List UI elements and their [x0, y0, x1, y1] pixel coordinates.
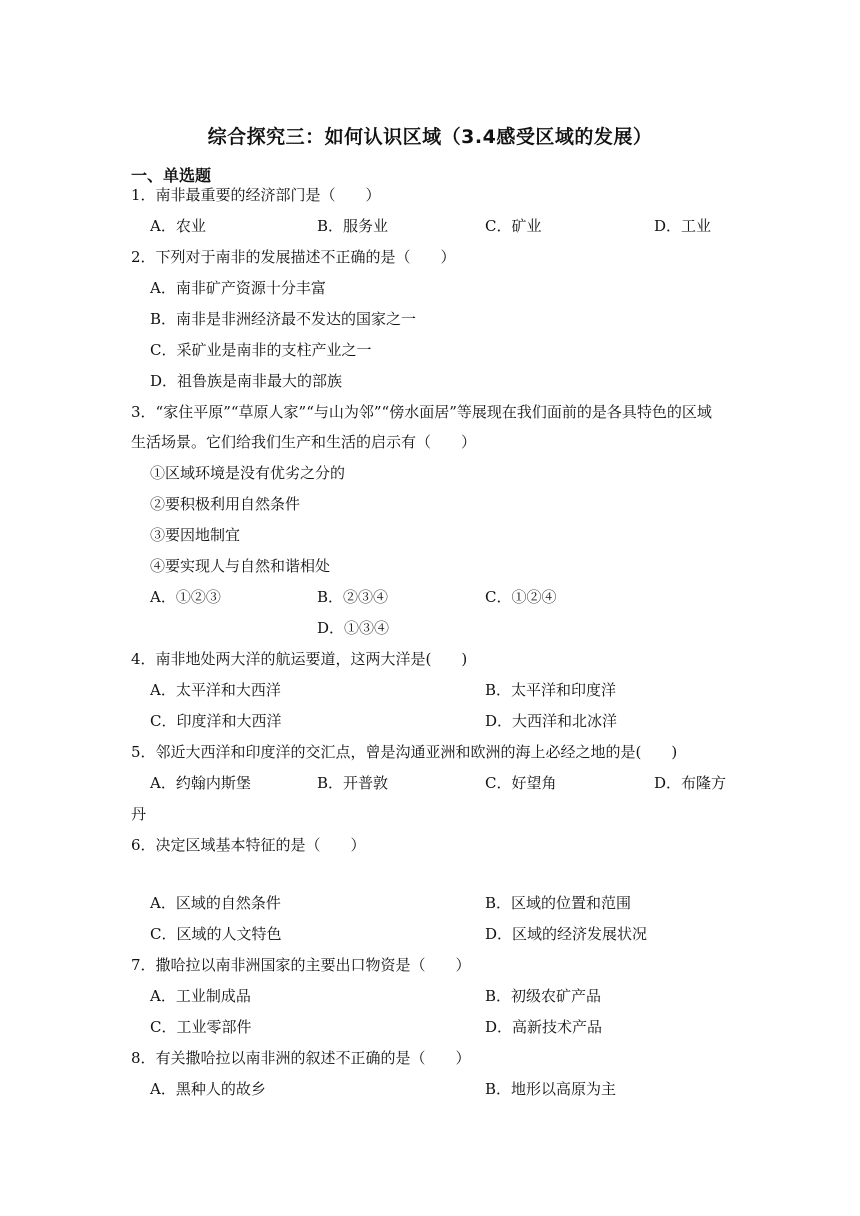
question-7-option-c: C．工业零部件 — [150, 1018, 252, 1036]
question-7-stem: 7．撒哈拉以南非洲国家的主要出口物资是（ ） — [131, 956, 471, 974]
question-1-option-d: D．工业 — [654, 217, 712, 235]
question-3-option-c: C．①②④ — [485, 588, 557, 606]
question-2-stem: 2．下列对于南非的发展描述不正确的是（ ） — [131, 248, 456, 266]
question-3-stem-line-2: 生活场景。它们给我们生产和生活的启示有（ ） — [131, 433, 477, 451]
question-5-option-c: C．好望角 — [485, 774, 557, 792]
question-8-stem: 8．有关撒哈拉以南非洲的叙述不正确的是（ ） — [131, 1049, 471, 1067]
question-1-stem: 1．南非最重要的经济部门是（ ） — [131, 186, 381, 204]
question-7-option-a: A．工业制成品 — [150, 987, 251, 1005]
question-2-option-d: D．祖鲁族是南非最大的部族 — [150, 372, 343, 390]
question-3-option-b: B．②③④ — [317, 588, 389, 606]
question-5-option-a: A．约翰内斯堡 — [150, 774, 251, 792]
question-3-statement-2: ②要积极利用自然条件 — [150, 495, 301, 513]
question-3-statement-1: ①区域环境是没有优劣之分的 — [150, 464, 346, 482]
question-4-stem: 4．南非地处两大洋的航运要道，这两大洋是( ) — [131, 650, 468, 668]
question-6-option-c: C．区域的人文特色 — [150, 925, 282, 943]
section-heading: 一、单选题 — [131, 166, 212, 185]
question-6-option-b: B．区域的位置和范围 — [485, 894, 632, 912]
question-5-option-b: B．开普敦 — [317, 774, 389, 792]
question-3-option-d: D．①③④ — [317, 619, 390, 637]
question-4-option-a: A．太平洋和大西洋 — [150, 681, 281, 699]
question-6-option-a: A．区域的自然条件 — [150, 894, 281, 912]
question-1-option-b: B．服务业 — [317, 217, 389, 235]
question-3-statement-4: ④要实现人与自然和谐相处 — [150, 557, 331, 575]
question-3-stem-line-1: 3．“家住平原”“草原人家”“与山为邻”“傍水面居”等展现在我们面前的是各具特色的区域 — [131, 403, 712, 421]
question-7-option-d: D．高新技术产品 — [485, 1018, 603, 1036]
question-8-option-b: B．地形以高原为主 — [485, 1080, 617, 1098]
page-title: 综合探究三：如何认识区域（3.4感受区域的发展） — [207, 126, 653, 148]
question-6-option-d: D．区域的经济发展状况 — [485, 925, 648, 943]
question-7-option-b: B．初级农矿产品 — [485, 987, 602, 1005]
question-3-option-a: A．①②③ — [150, 588, 221, 606]
question-4-option-d: D．大西洋和北冰洋 — [485, 712, 618, 730]
question-1-option-c: C．矿业 — [485, 217, 542, 235]
question-5-option-d: D．布隆方 — [654, 774, 727, 792]
question-3-statement-3: ③要因地制宜 — [150, 526, 241, 544]
question-4-option-b: B．太平洋和印度洋 — [485, 681, 617, 699]
question-5-stem: 5．邻近大西洋和印度洋的交汇点，曾是沟通亚洲和欧洲的海上必经之地的是( ) — [131, 743, 678, 761]
question-1-option-a: A．农业 — [150, 217, 206, 235]
question-8-option-a: A．黑种人的故乡 — [150, 1080, 266, 1098]
question-2-option-c: C．采矿业是南非的支柱产业之一 — [150, 341, 372, 359]
question-2-option-b: B．南非是非洲经济最不发达的国家之一 — [150, 310, 417, 328]
question-2-option-a: A．南非矿产资源十分丰富 — [150, 279, 326, 297]
question-6-stem: 6．决定区域基本特征的是（ ） — [131, 836, 366, 854]
question-5-option-d-wrap: 丹 — [131, 805, 147, 823]
question-4-option-c: C．印度洋和大西洋 — [150, 712, 282, 730]
